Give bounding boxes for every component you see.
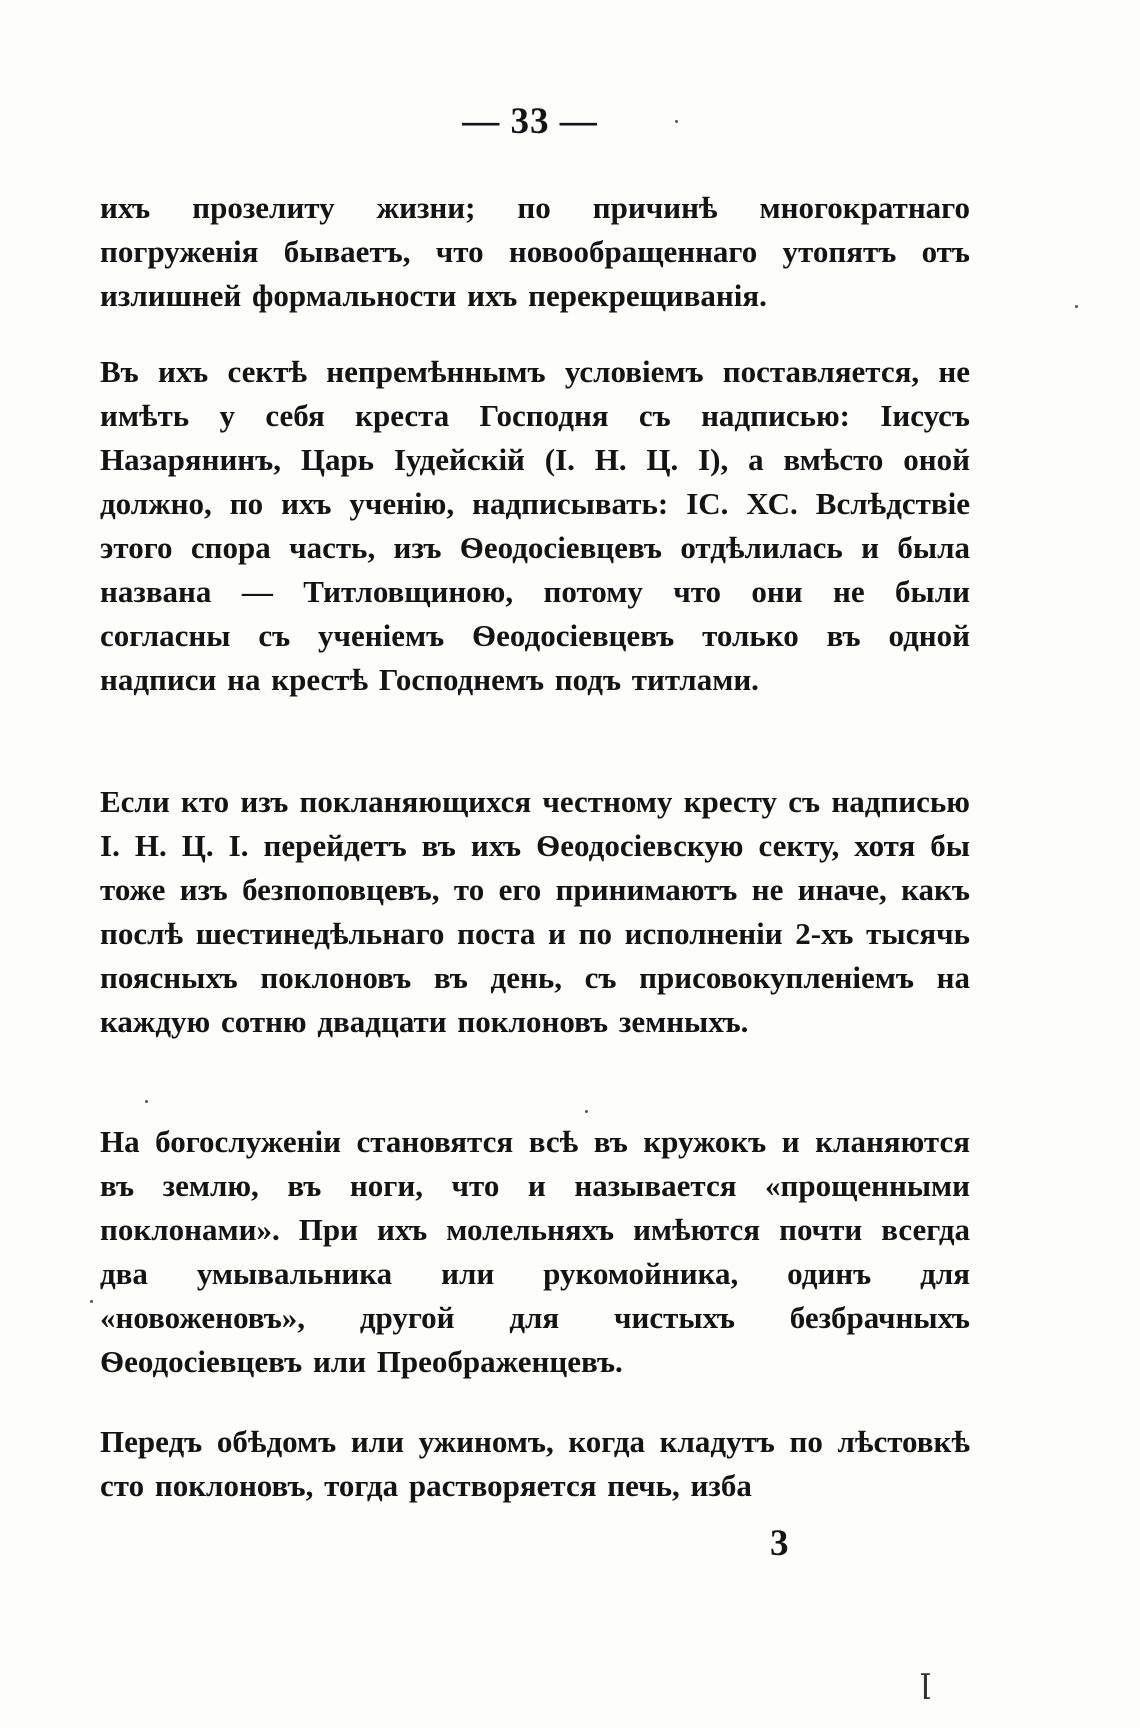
paragraph-cross-inscription: Въ ихъ сектѣ непремѣннымъ условіемъ поставляется, не имѣть у себя креста Господня съ надписью: Іисусъ Назарянинъ, Царь Іудейскій (І. Н. Ц. І), а вмѣсто оной должно, по ихъ ученію, надписывать: ІС. ХС. Вслѣдствіе этого спора часть, изъ Ѳеодосіевцевъ отдѣлилась и была названа — Титловщиною, потому что они не были согласны съ ученіемъ Ѳеодосіевцевъ только въ одной надписи на крестѣ Господнемъ подъ титлами. <box>100 354 970 697</box>
scan-speck <box>585 1110 588 1113</box>
scan-speck <box>1075 305 1078 308</box>
printer-signature-mark: 3 <box>770 1523 789 1564</box>
scan-speck <box>145 1100 148 1103</box>
page-number: — 33 — <box>462 101 598 142</box>
scan-edge-mark-icon: ꞁ <box>920 1662 931 1699</box>
paragraph-conversion-rules: Если кто изъ покланяющихся честному кресту съ надписью І. Н. Ц. І. перейдетъ въ ихъ Ѳеодосіевскую секту, хотя бы тоже изъ безпоповцевъ, то его принимаютъ не иначе, какъ послѣ шестинедѣльнаго поста и по исполненіи 2-хъ тысячь поясныхъ поклоновъ въ день, съ присовокупленіемъ на каждую сотню двадцати поклоновъ земныхъ. <box>100 784 970 1039</box>
paragraph-continuation: ихъ прозелиту жизни; по причинѣ многократнаго погруженія бываетъ, что новообращеннаго утопятъ отъ излишней формальности ихъ перекрещиванія. <box>100 190 970 313</box>
paragraph-worship: На богослуженіи становятся всѣ въ кружокъ и кланяются въ землю, въ ноги, что и называется «прощенными поклонами». При ихъ молельняхъ имѣются почти всегда два умывальника или рукомойника, одинъ для «новоженовъ», другой для чистыхъ безбрачныхъ Ѳеодосіевцевъ или Преображенцевъ. <box>100 1124 970 1379</box>
scan-speck <box>675 120 678 123</box>
paragraph-meal-ritual: Передъ обѣдомъ или ужиномъ, когда кладутъ по лѣстовкѣ сто поклоновъ, тогда растворяется печь, изба <box>100 1424 970 1503</box>
scan-speck <box>90 1300 93 1303</box>
